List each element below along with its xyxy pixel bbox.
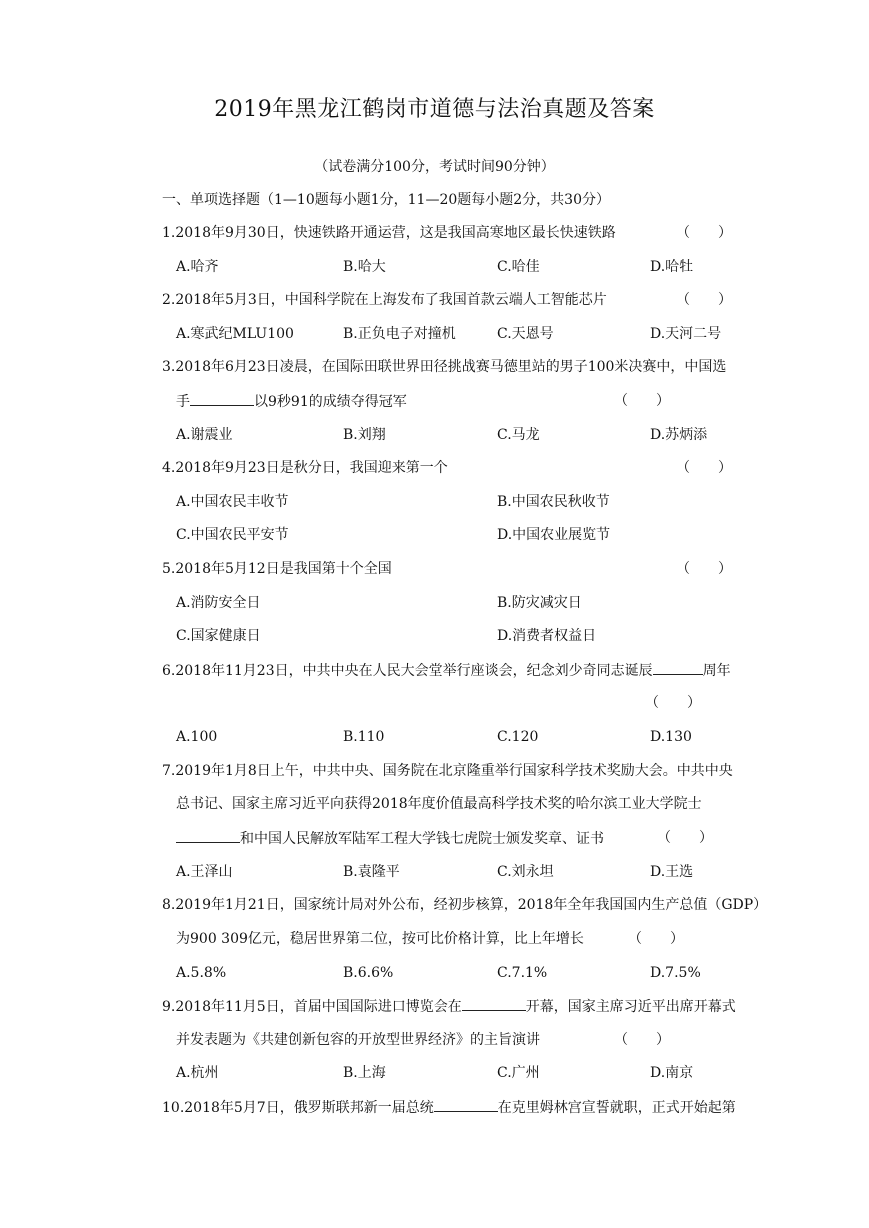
question-8-option-b: B.6.6%: [343, 965, 394, 981]
question-6-option-c: C.120: [497, 729, 539, 745]
question-1-answer-paren: （ ）: [676, 225, 732, 241]
page-title: 2019年黑龙江鹤岗市道德与法治真题及答案: [214, 97, 655, 122]
question-10-text-main: 10.2018年5月7日，俄罗斯联邦新一届总统: [162, 1100, 434, 1116]
question-7-option-b: B.袁隆平: [343, 864, 400, 880]
question-4-text: 4.2018年9月23日是秋分日，我国迎来第一个: [162, 460, 448, 476]
question-9-text: [162, 996, 736, 1017]
question-1-text: 1.2018年9月30日，快速铁路开通运营，这是我国高寒地区最长快速铁路: [162, 225, 616, 241]
question-1-option-a: A.哈齐: [176, 259, 219, 275]
question-5-answer-paren: （ ）: [676, 561, 732, 577]
question-4-option-d: D.中国农业展览节: [497, 527, 611, 543]
question-6-option-b: B.110: [343, 729, 385, 745]
question-7-text-line3-main: 和中国人民解放军陆军工程大学钱七虎院士颁发奖章、证书: [240, 831, 604, 847]
question-5-text: 5.2018年5月12日是我国第十个全国: [162, 561, 392, 577]
question-9-answer-paren: （ ）: [614, 1032, 670, 1048]
answer-blank: [462, 996, 526, 1011]
question-9-text-main: 9.2018年11月5日，首届中国国际进口博览会在: [162, 999, 462, 1015]
section-heading: 一、单项选择题（1—10题每小题1分，11—20题每小题2分，共30分）: [162, 192, 610, 208]
question-4-option-b: B.中国农民秋收节: [497, 494, 610, 510]
question-4-option-c: C.中国农民平安节: [176, 527, 289, 543]
question-4-answer-paren: （ ）: [676, 460, 732, 476]
question-7-text: 7.2019年1月8日上午，中共中央、国务院在北京隆重举行国家科学技术奖励大会。中共中央: [162, 763, 733, 779]
question-4-option-a: A.中国农民丰收节: [176, 494, 289, 510]
question-2-option-c: C.天恩号: [497, 326, 554, 342]
question-3-answer-paren: （ ）: [614, 393, 670, 409]
question-3-text-line2: [176, 391, 407, 412]
question-6-option-d: D.130: [650, 729, 692, 745]
question-8-option-d: D.7.5%: [650, 965, 701, 981]
question-2-answer-paren: （ ）: [676, 292, 732, 308]
question-2-text: 2.2018年5月3日，中国科学院在上海发布了我国首款云端人工智能芯片: [162, 292, 607, 308]
question-10-text: [162, 1097, 736, 1118]
question-7-text-line2: 总书记、国家主席习近平向获得2018年度价值最高科学技术奖的哈尔滨工业大学院士: [176, 796, 702, 812]
question-7-text-line3: [176, 828, 604, 849]
answer-blank: [653, 660, 703, 675]
question-8-option-a: A.5.8%: [176, 965, 227, 981]
question-3-text-suffix: 以9秒91的成绩夺得冠军: [254, 394, 407, 410]
question-6-answer-paren: （ ）: [645, 695, 701, 711]
question-1-option-b: B.哈大: [343, 259, 386, 275]
question-2-option-a: A.寒武纪MLU100: [176, 326, 294, 342]
question-5-option-c: C.国家健康日: [176, 628, 261, 644]
question-5-option-d: D.消费者权益日: [497, 628, 597, 644]
question-10-text-suffix: 在克里姆林宫宣誓就职，正式开始起第: [497, 1100, 736, 1116]
question-6-text-main: 6.2018年11月23日，中共中央在人民大会堂举行座谈会，纪念刘少奇同志诞辰: [162, 663, 653, 679]
question-9-text-suffix: 开幕，国家主席习近平出席开幕式: [525, 999, 736, 1015]
answer-blank: [176, 828, 240, 843]
question-7-option-a: A.王泽山: [176, 864, 233, 880]
question-9-text-line2: 并发表题为《共建创新包容的开放型世界经济》的主旨演讲: [176, 1032, 540, 1048]
question-8-text: 8.2019年1月21日，国家统计局对外公布，经初步核算，2018年全年我国国内生产总值（GDP）: [162, 897, 768, 913]
question-5-option-b: B.防灾减灾日: [497, 595, 582, 611]
question-9-option-d: D.南京: [650, 1065, 694, 1081]
answer-blank: [434, 1097, 498, 1112]
question-3-text-prefix: 手: [176, 394, 190, 410]
question-3-option-d: D.苏炳添: [650, 427, 708, 443]
exam-info: （试卷满分100分，考试时间90分钟）: [314, 159, 555, 175]
question-7-option-c: C.刘永坦: [497, 864, 554, 880]
question-8-answer-paren: （ ）: [628, 931, 684, 947]
question-2-option-d: D.天河二号: [650, 326, 722, 342]
question-5-option-a: A.消防安全日: [176, 595, 261, 611]
question-7-option-d: D.王选: [650, 864, 694, 880]
question-6-text-suffix: 周年: [702, 663, 731, 679]
question-6-text: [162, 660, 731, 681]
question-7-answer-paren: （ ）: [657, 830, 713, 846]
question-3-option-a: A.谢震业: [176, 427, 233, 443]
question-3-option-c: C.马龙: [497, 427, 540, 443]
question-2-option-b: B.正负电子对撞机: [343, 326, 456, 342]
question-6-option-a: A.100: [176, 729, 218, 745]
answer-blank: [190, 391, 254, 406]
question-1-option-c: C.哈佳: [497, 259, 540, 275]
question-8-option-c: C.7.1%: [497, 965, 548, 981]
question-1-option-d: D.哈牡: [650, 259, 694, 275]
question-8-text-line2: 为900 309亿元，稳居世界第二位，按可比价格计算，比上年增长: [176, 931, 584, 947]
question-9-option-a: A.杭州: [176, 1065, 219, 1081]
question-9-option-b: B.上海: [343, 1065, 386, 1081]
question-3-text: 3.2018年6月23日凌晨，在国际田联世界田径挑战赛马德里站的男子100米决赛中，中国选: [162, 359, 727, 375]
question-9-option-c: C.广州: [497, 1065, 540, 1081]
question-3-option-b: B.刘翔: [343, 427, 386, 443]
